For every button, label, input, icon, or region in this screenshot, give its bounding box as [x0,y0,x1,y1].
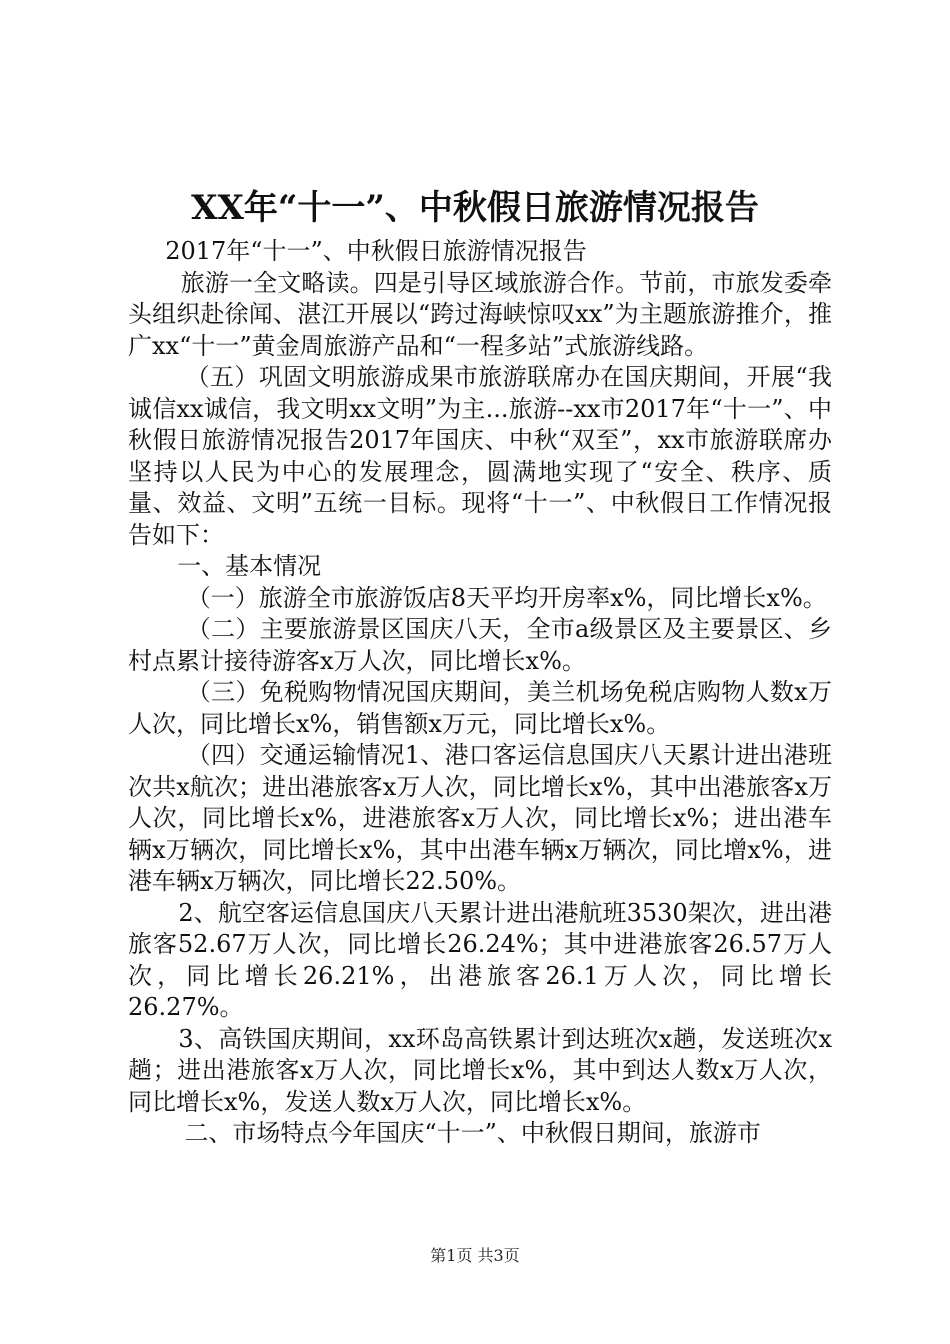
document-title: XX年“十一”、中秋假日旅游情况报告 [191,188,759,228]
document-body [128,236,832,1150]
paragraph: （五）巩固文明旅游成果市旅游联席办在国庆期间，开展“我诚信xx诚信，我文明xx文明”为主...旅游--xx市2017年“十一”、中秋假日旅游情况报告2017年国庆、中秋“双至”，xx市旅游联席办坚持以人民为中心的发展理念，圆满地实现了“安全、秩序、质量、效益、文明”五统一目标。现将“十一”、中秋假日工作情况报告如下： [128,363,832,549]
paragraph: 2、航空客运信息国庆八天累计进出港航班3530架次，进出港旅客52.67万人次，同比增长26.24%；其中进港旅客26.57万人次，同比增长26.21%，出港旅客26.1万人次，同比增长26.27%。 [128,898,832,1021]
paragraph: （二）主要旅游景区国庆八天，全市a级景区及主要景区、乡村点累计接待游客x万人次，同比增长x%。 [128,615,832,675]
page-number-footer: 第1页 共3页 [430,1246,520,1265]
paragraph: 2017年“十一”、中秋假日旅游情况报告 [165,237,587,265]
paragraph: 3、高铁国庆期间，xx环岛高铁累计到达班次x趟，发送班次x趟；进出港旅客x万人次，同比增长x%，其中到达人数x万人次，同比增长x%，发送人数x万人次，同比增长x%。 [128,1024,832,1116]
paragraph: （四）交通运输情况1、港口客运信息国庆八天累计进出港班次共x航次；进出港旅客x万人次，同比增长x%，其中出港旅客x万人次，同比增长x%，进港旅客x万人次，同比增长x%；进出港车辆x万辆次，同比增长x%，其中出港车辆x万辆次，同比增x%，进港车辆x万辆次，同比增长22.50%。 [128,741,832,895]
paragraph: 旅游一全文略读。四是引导区域旅游合作。节前，市旅发委牵头组织赴徐闻、湛江开展以“跨过海峡惊叹xx”为主题旅游推介，推广xx“十一”黄金周旅游产品和“一程多站”式旅游线路。 [128,268,832,360]
paragraph: （一）旅游全市旅游饭店8天平均开房率x%，同比增长x%。 [186,583,827,612]
paragraph: （三）免税购物情况国庆期间，美兰机场免税店购物人数x万人次，同比增长x%，销售额x万元，同比增长x%。 [128,678,832,738]
paragraph: 二、市场特点今年国庆“十一”、中秋假日期间，旅游市 [184,1119,761,1147]
paragraph: 一、基本情况 [177,552,322,580]
